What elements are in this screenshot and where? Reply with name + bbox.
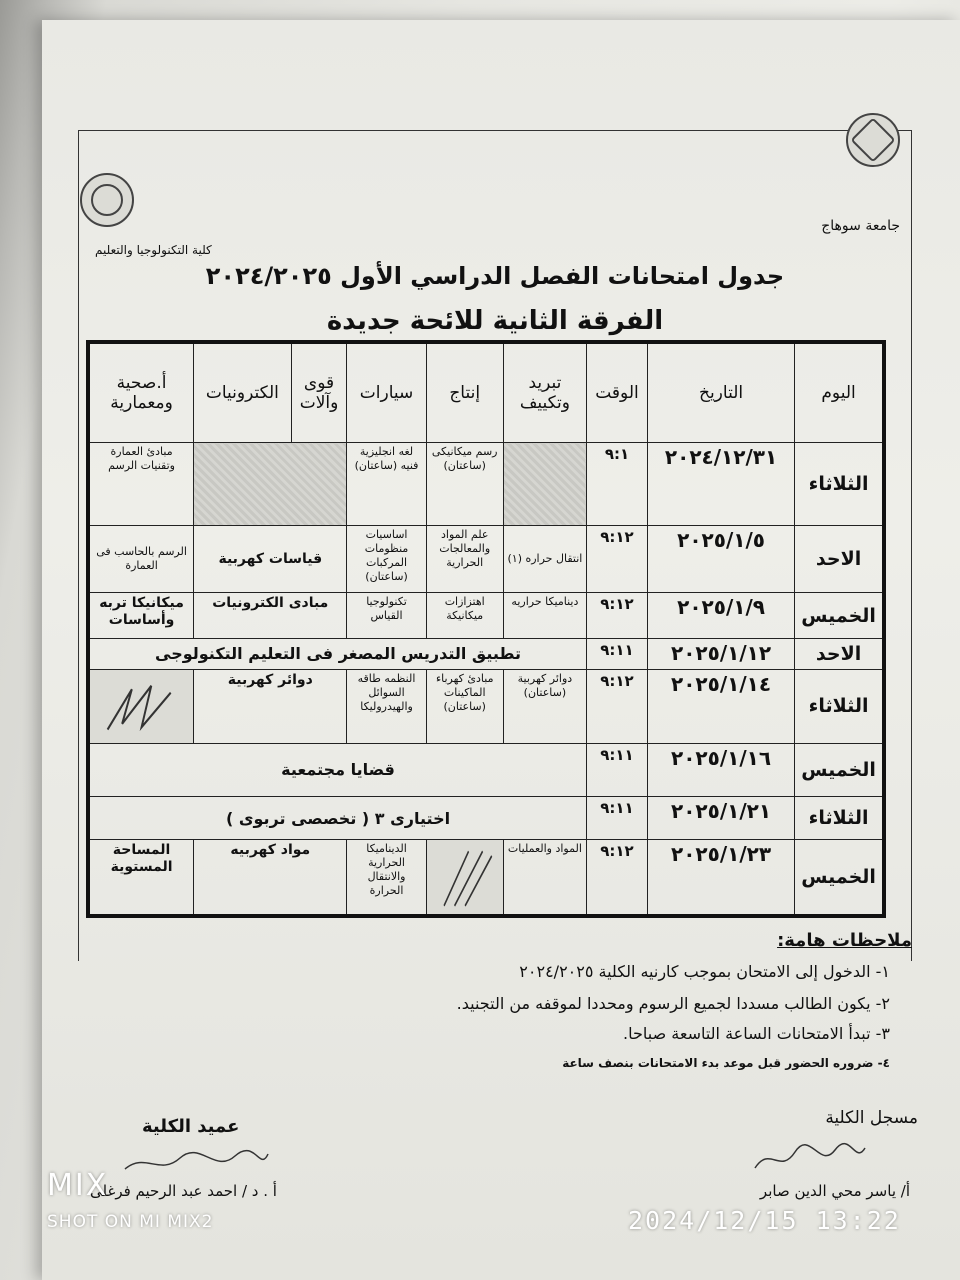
table-row — [88, 593, 884, 638]
cell-time: ٩:١١ — [587, 797, 648, 840]
capture-datetime-watermark: 2024/12/15 13:22 — [628, 1206, 901, 1235]
page-subtitle: الفرقة الثانية للائحة جديدة — [326, 306, 664, 336]
cell-subject: دوائر كهربية (ساعتان) — [503, 669, 586, 743]
cell-day: الاحد — [795, 638, 884, 669]
cell-subject: رسم ميكانيكى (ساعتان) — [426, 443, 503, 525]
crossed-out-cell — [88, 669, 194, 743]
faculty-name: كلية التكنولوجيا والتعليم — [95, 243, 212, 257]
cell-date: ٢٠٢٤/١٢/٣١ — [647, 443, 794, 525]
notes-title: ملاحظات هامة: — [777, 930, 912, 951]
header-day: اليوم — [795, 342, 884, 443]
header-architecture: أ.صحية ومعمارية — [88, 342, 194, 443]
header-electronics: الكترونيات — [194, 342, 291, 443]
cell-subject: ميكانيكا تربه وأساسات — [88, 593, 194, 638]
cell-subject: النظمه طاقه السوائل والهيدروليكا — [347, 669, 426, 743]
university-name: جامعة سوهاج — [821, 218, 900, 234]
dean-title: عميد الكلية — [142, 1116, 240, 1137]
cell-day: الخميس — [795, 743, 884, 796]
header-date: التاريخ — [647, 342, 794, 443]
cell-day: الخميس — [795, 840, 884, 916]
header-intag: إنتاج — [426, 342, 503, 443]
scribble-icon — [93, 672, 190, 741]
note-item: ٤- ضروره الحضور قبل موعد بدء الامتحانات بنصف ساعة — [562, 1056, 890, 1070]
cell-time: ٩:١٢ — [587, 840, 648, 916]
cell-time: ٩:١٢ — [587, 669, 648, 743]
cell-subject: مبادئ كهرباء الماكينات (ساعتان) — [426, 669, 503, 743]
header-time: الوقت — [587, 342, 648, 443]
cell-subject: مواد كهربيه — [194, 840, 347, 916]
cell-subject: اهتزازات ميكانيكة — [426, 593, 503, 638]
cell-subject: علم المواد والمعالجات الحرارية — [426, 525, 503, 593]
note-item: ٢- يكون الطالب مسددا لجميع الرسوم ومحددا لموقفه من التجنيد. — [456, 994, 890, 1013]
page-title: جدول امتحانات الفصل الدراسي الأول ٢٠٢٤/٢٠٢٥ — [205, 262, 785, 290]
header-tabreed: تبريد وتكييف — [503, 342, 586, 443]
table-header-row — [88, 342, 884, 443]
table-row — [88, 797, 884, 840]
cell-day: الثلاثاء — [795, 669, 884, 743]
cell-date: ٢٠٢٥/١/٥ — [647, 525, 794, 593]
cell-subject: اساسيات منظومات المركبات (ساعتان) — [347, 525, 426, 593]
table-row — [88, 669, 884, 743]
cell-subject: مبادئ العمارة وتقنيات الرسم — [88, 443, 194, 525]
cell-subject: قياسات كهربية — [194, 525, 347, 593]
cell-time: ٩:١ — [587, 443, 648, 525]
cell-empty — [503, 443, 586, 525]
cell-day: الخميس — [795, 593, 884, 638]
crossed-out-cell — [426, 840, 503, 916]
cell-time: ٩:١٢ — [587, 593, 648, 638]
cell-merged-subject: تطبيق التدريس المصغر فى التعليم التكنولوجى — [88, 638, 587, 669]
registrar-signature — [750, 1140, 870, 1176]
cell-date: ٢٠٢٥/١/٢١ — [647, 797, 794, 840]
cell-empty — [194, 443, 347, 525]
cell-date: ٢٠٢٥/١/١٢ — [647, 638, 794, 669]
camera-model-watermark: SHOT ON MI MIX2 — [47, 1212, 214, 1232]
dean-name: أ . د / احمد عبد الرحيم فرغلى — [90, 1182, 277, 1200]
faculty-logo-icon — [80, 173, 134, 227]
university-logo-icon — [846, 113, 900, 167]
camera-brand-watermark: MIX — [47, 1168, 109, 1203]
cell-subject: تكنولوجيا القياس — [347, 593, 426, 638]
cell-subject: ديناميكا حراريه — [503, 593, 586, 638]
cell-subject: الديناميكا الحرارية والانتقال الحرارة — [347, 840, 426, 916]
cell-merged-subject: قضايا مجتمعية — [88, 743, 587, 796]
cell-time: ٩:١٢ — [587, 525, 648, 593]
cell-subject: الرسم بالحاسب فى العمارة — [88, 525, 194, 593]
table-row — [88, 743, 884, 796]
cell-subject: مبادى الكترونيات — [194, 593, 347, 638]
cell-day: الثلاثاء — [795, 443, 884, 525]
header-sayarat: سيارات — [347, 342, 426, 443]
cell-date: ٢٠٢٥/١/٩ — [647, 593, 794, 638]
cell-date: ٢٠٢٥/١/١٦ — [647, 743, 794, 796]
cell-subject: المواد والعمليات — [503, 840, 586, 916]
cell-day: الثلاثاء — [795, 797, 884, 840]
cell-date: ٢٠٢٥/١/٢٣ — [647, 840, 794, 916]
header-quwa: قوى وآلات — [291, 342, 347, 443]
cell-time: ٩:١١ — [587, 638, 648, 669]
registrar-title: مسجل الكلية — [825, 1108, 918, 1128]
cell-merged-subject: اختيارى ٣ ( تخصصى تربوى ) — [88, 797, 587, 840]
cell-subject: المساحة المستوية — [88, 840, 194, 916]
table-row — [88, 638, 884, 669]
table-row — [88, 840, 884, 916]
note-item: ٣- تبدأ الامتحانات الساعة التاسعة صباحا. — [623, 1024, 890, 1043]
cell-subject: انتقال حراره (١) — [503, 525, 586, 593]
dean-signature — [120, 1144, 270, 1182]
cell-date: ٢٠٢٥/١/١٤ — [647, 669, 794, 743]
cell-time: ٩:١١ — [587, 743, 648, 796]
note-item: ١- الدخول إلى الامتحان بموجب كارنيه الكلية ٢٠٢٤/٢٠٢٥ — [519, 962, 890, 981]
cell-day: الاحد — [795, 525, 884, 593]
scribble-icon — [430, 842, 500, 912]
table-row — [88, 443, 884, 525]
exam-schedule-table — [86, 340, 886, 918]
cell-subject: لغه انجليزية فنيه (ساعتان) — [347, 443, 426, 525]
registrar-name: أ/ ياسر محي الدين صابر — [759, 1182, 910, 1200]
cell-subject: دوائر كهربية — [194, 669, 347, 743]
table-row — [88, 525, 884, 593]
